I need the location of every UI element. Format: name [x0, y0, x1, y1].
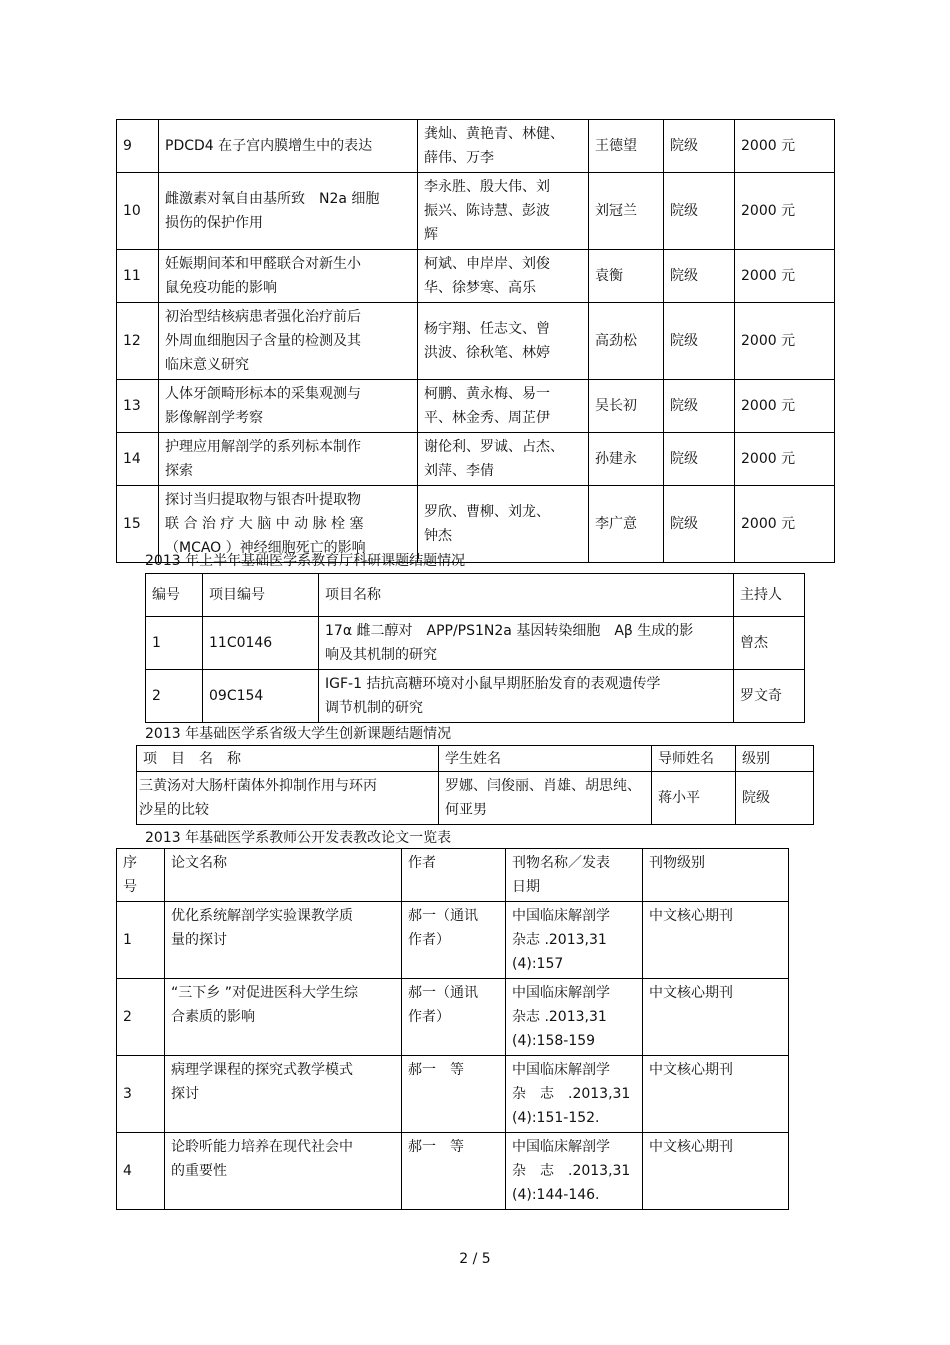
cell-level: 院级	[664, 250, 735, 303]
table-row	[117, 380, 835, 433]
table-row	[117, 120, 835, 173]
cell-student-names: 罗娜、闫俊丽、肖雄、胡思纯、 何亚男	[439, 772, 652, 825]
header-level: 级别	[736, 746, 814, 772]
cell-funding: 2000 元	[735, 433, 835, 486]
cell-project-title: 探讨当归提取物与银杏叶提取物 联 合 治 疗 大 脑 中 动 脉 栓 塞 （MCAO ）神经细胞死亡的影响	[159, 486, 418, 563]
cell-funding: 2000 元	[735, 250, 835, 303]
header-student-names: 学生姓名	[439, 746, 652, 772]
cell-advisor: 孙建永	[589, 433, 664, 486]
section3-caption: 2013 年基础医学系省级大学生创新课题结题情况	[145, 726, 452, 742]
cell-funding: 2000 元	[735, 173, 835, 250]
cell-project-code: 09C154	[203, 670, 319, 723]
cell-project-name: IGF-1 拮抗高糖环境对小鼠早期胚胎发育的表观遗传学 调节机制的研究	[319, 670, 734, 723]
cell-advisor: 李广意	[589, 486, 664, 563]
table-row	[137, 772, 814, 825]
cell-advisor: 吴长初	[589, 380, 664, 433]
cell-no: 9	[117, 120, 159, 173]
cell-project-title: 妊娠期间苯和甲醛联合对新生小 鼠免疫功能的影响	[159, 250, 418, 303]
cell-level: 院级	[664, 120, 735, 173]
header-no: 编号	[146, 574, 203, 617]
cell-level: 院级	[664, 433, 735, 486]
table-row	[117, 250, 835, 303]
student-projects-body	[117, 120, 835, 563]
cell-advisor: 刘冠兰	[589, 173, 664, 250]
cell-members: 龚灿、黄艳青、林健、 薛伟、万李	[418, 120, 589, 173]
cell-project-name: 17α 雌二醇对 APP/PS1N2a 基因转染细胞 Aβ 生成的影 响及其机制的研究	[319, 617, 734, 670]
table-row	[117, 173, 835, 250]
cell-journal-date: 中国临床解剖学 杂 志 .2013,31 (4):144-146.	[506, 1133, 643, 1210]
teaching-papers-table	[116, 848, 789, 1210]
cell-project-title: 护理应用解剖学的系列标本制作 探索	[159, 433, 418, 486]
cell-journal-date: 中国临床解剖学 杂 志 .2013,31 (4):151-152.	[506, 1056, 643, 1133]
cell-funding: 2000 元	[735, 303, 835, 380]
cell-level: 院级	[736, 772, 814, 825]
cell-project-title: 人体牙颌畸形标本的采集观测与 影像解剖学考察	[159, 380, 418, 433]
cell-project-title: 初治型结核病患者强化治疗前后 外周血细胞因子含量的检测及其 临床意义研究	[159, 303, 418, 380]
cell-journal-level: 中文核心期刊	[643, 1056, 789, 1133]
table-row	[117, 979, 789, 1056]
cell-seq-no: 3	[117, 1056, 165, 1133]
cell-no: 15	[117, 486, 159, 563]
cell-members: 谢伦利、罗诚、占杰、 刘萍、李倩	[418, 433, 589, 486]
teaching-papers-body	[117, 902, 789, 1210]
header-journal-level: 刊物级别	[643, 849, 789, 902]
cell-host: 曾杰	[734, 617, 805, 670]
cell-journal-level: 中文核心期刊	[643, 902, 789, 979]
table-header-row	[146, 574, 805, 617]
cell-members: 杨宇翔、任志文、曾 洪波、徐秋笔、林婷	[418, 303, 589, 380]
cell-members: 李永胜、殷大伟、刘 振兴、陈诗慧、彭波 辉	[418, 173, 589, 250]
header-seq-no: 序 号	[117, 849, 165, 902]
header-host: 主持人	[734, 574, 805, 617]
cell-advisor: 袁衡	[589, 250, 664, 303]
cell-journal-level: 中文核心期刊	[643, 979, 789, 1056]
cell-no: 2	[146, 670, 203, 723]
cell-project-title: 雌激素对氧自由基所致 N2a 细胞 损伤的保护作用	[159, 173, 418, 250]
cell-members: 柯斌、申岸岸、刘俊 华、徐梦寒、高乐	[418, 250, 589, 303]
table-header-row	[137, 746, 814, 772]
table-row	[117, 433, 835, 486]
table-header-row	[117, 849, 789, 902]
cell-advisor: 王德望	[589, 120, 664, 173]
cell-seq-no: 1	[117, 902, 165, 979]
cell-paper-title: “三下乡 ”对促进医科大学生综 合素质的影响	[165, 979, 402, 1056]
table-row	[117, 486, 835, 563]
header-paper-title: 论文名称	[165, 849, 402, 902]
table-row	[146, 617, 805, 670]
cell-host: 罗文奇	[734, 670, 805, 723]
cell-seq-no: 2	[117, 979, 165, 1056]
header-project-name: 项目名称	[319, 574, 734, 617]
section2-caption: 2013 年上半年基础医学系教育厅科研课题结题情况	[145, 553, 466, 569]
student-projects-table	[116, 119, 835, 563]
cell-seq-no: 4	[117, 1133, 165, 1210]
header-project-code: 项目编号	[203, 574, 319, 617]
header-project-name: 项 目 名 称	[137, 746, 439, 772]
cell-author: 郝一（通讯 作者）	[402, 979, 506, 1056]
table-row	[117, 303, 835, 380]
cell-funding: 2000 元	[735, 120, 835, 173]
cell-author: 郝一（通讯 作者）	[402, 902, 506, 979]
cell-no: 13	[117, 380, 159, 433]
cell-funding: 2000 元	[735, 486, 835, 563]
cell-advisor: 蒋小平	[652, 772, 736, 825]
header-author: 作者	[402, 849, 506, 902]
cell-paper-title: 论聆听能力培养在现代社会中 的重要性	[165, 1133, 402, 1210]
table-row	[117, 1133, 789, 1210]
table-row	[117, 1056, 789, 1133]
cell-level: 院级	[664, 173, 735, 250]
cell-funding: 2000 元	[735, 380, 835, 433]
cell-journal-date: 中国临床解剖学 杂志 .2013,31 (4):157	[506, 902, 643, 979]
cell-journal-level: 中文核心期刊	[643, 1133, 789, 1210]
cell-no: 11	[117, 250, 159, 303]
provincial-research-table	[145, 573, 805, 723]
cell-author: 郝一 等	[402, 1056, 506, 1133]
cell-no: 10	[117, 173, 159, 250]
cell-level: 院级	[664, 486, 735, 563]
table-row	[117, 902, 789, 979]
cell-project-name: 三黄汤对大肠杆菌体外抑制作用与环丙 沙星的比较	[137, 772, 439, 825]
cell-project-title: PDCD4 在子宫内膜增生中的表达	[159, 120, 418, 173]
cell-paper-title: 优化系统解剖学实验课教学质 量的探讨	[165, 902, 402, 979]
cell-journal-date: 中国临床解剖学 杂志 .2013,31 (4):158-159	[506, 979, 643, 1056]
cell-members: 柯鹏、黄永梅、易一 平、林金秀、周芷伊	[418, 380, 589, 433]
innovation-projects-table	[136, 745, 814, 825]
table-row	[146, 670, 805, 723]
header-advisor: 导师姓名	[652, 746, 736, 772]
cell-author: 郝一 等	[402, 1133, 506, 1210]
cell-no: 14	[117, 433, 159, 486]
section4-caption: 2013 年基础医学系教师公开发表教改论文一览表	[145, 830, 452, 846]
cell-members: 罗欣、曹柳、刘龙、 钟杰	[418, 486, 589, 563]
cell-level: 院级	[664, 303, 735, 380]
cell-advisor: 高劲松	[589, 303, 664, 380]
cell-paper-title: 病理学课程的探究式教学模式 探讨	[165, 1056, 402, 1133]
cell-level: 院级	[664, 380, 735, 433]
cell-no: 12	[117, 303, 159, 380]
page-number: 2 / 5	[459, 1251, 491, 1267]
cell-no: 1	[146, 617, 203, 670]
header-journal-date: 刊物名称／发表 日期	[506, 849, 643, 902]
cell-project-code: 11C0146	[203, 617, 319, 670]
